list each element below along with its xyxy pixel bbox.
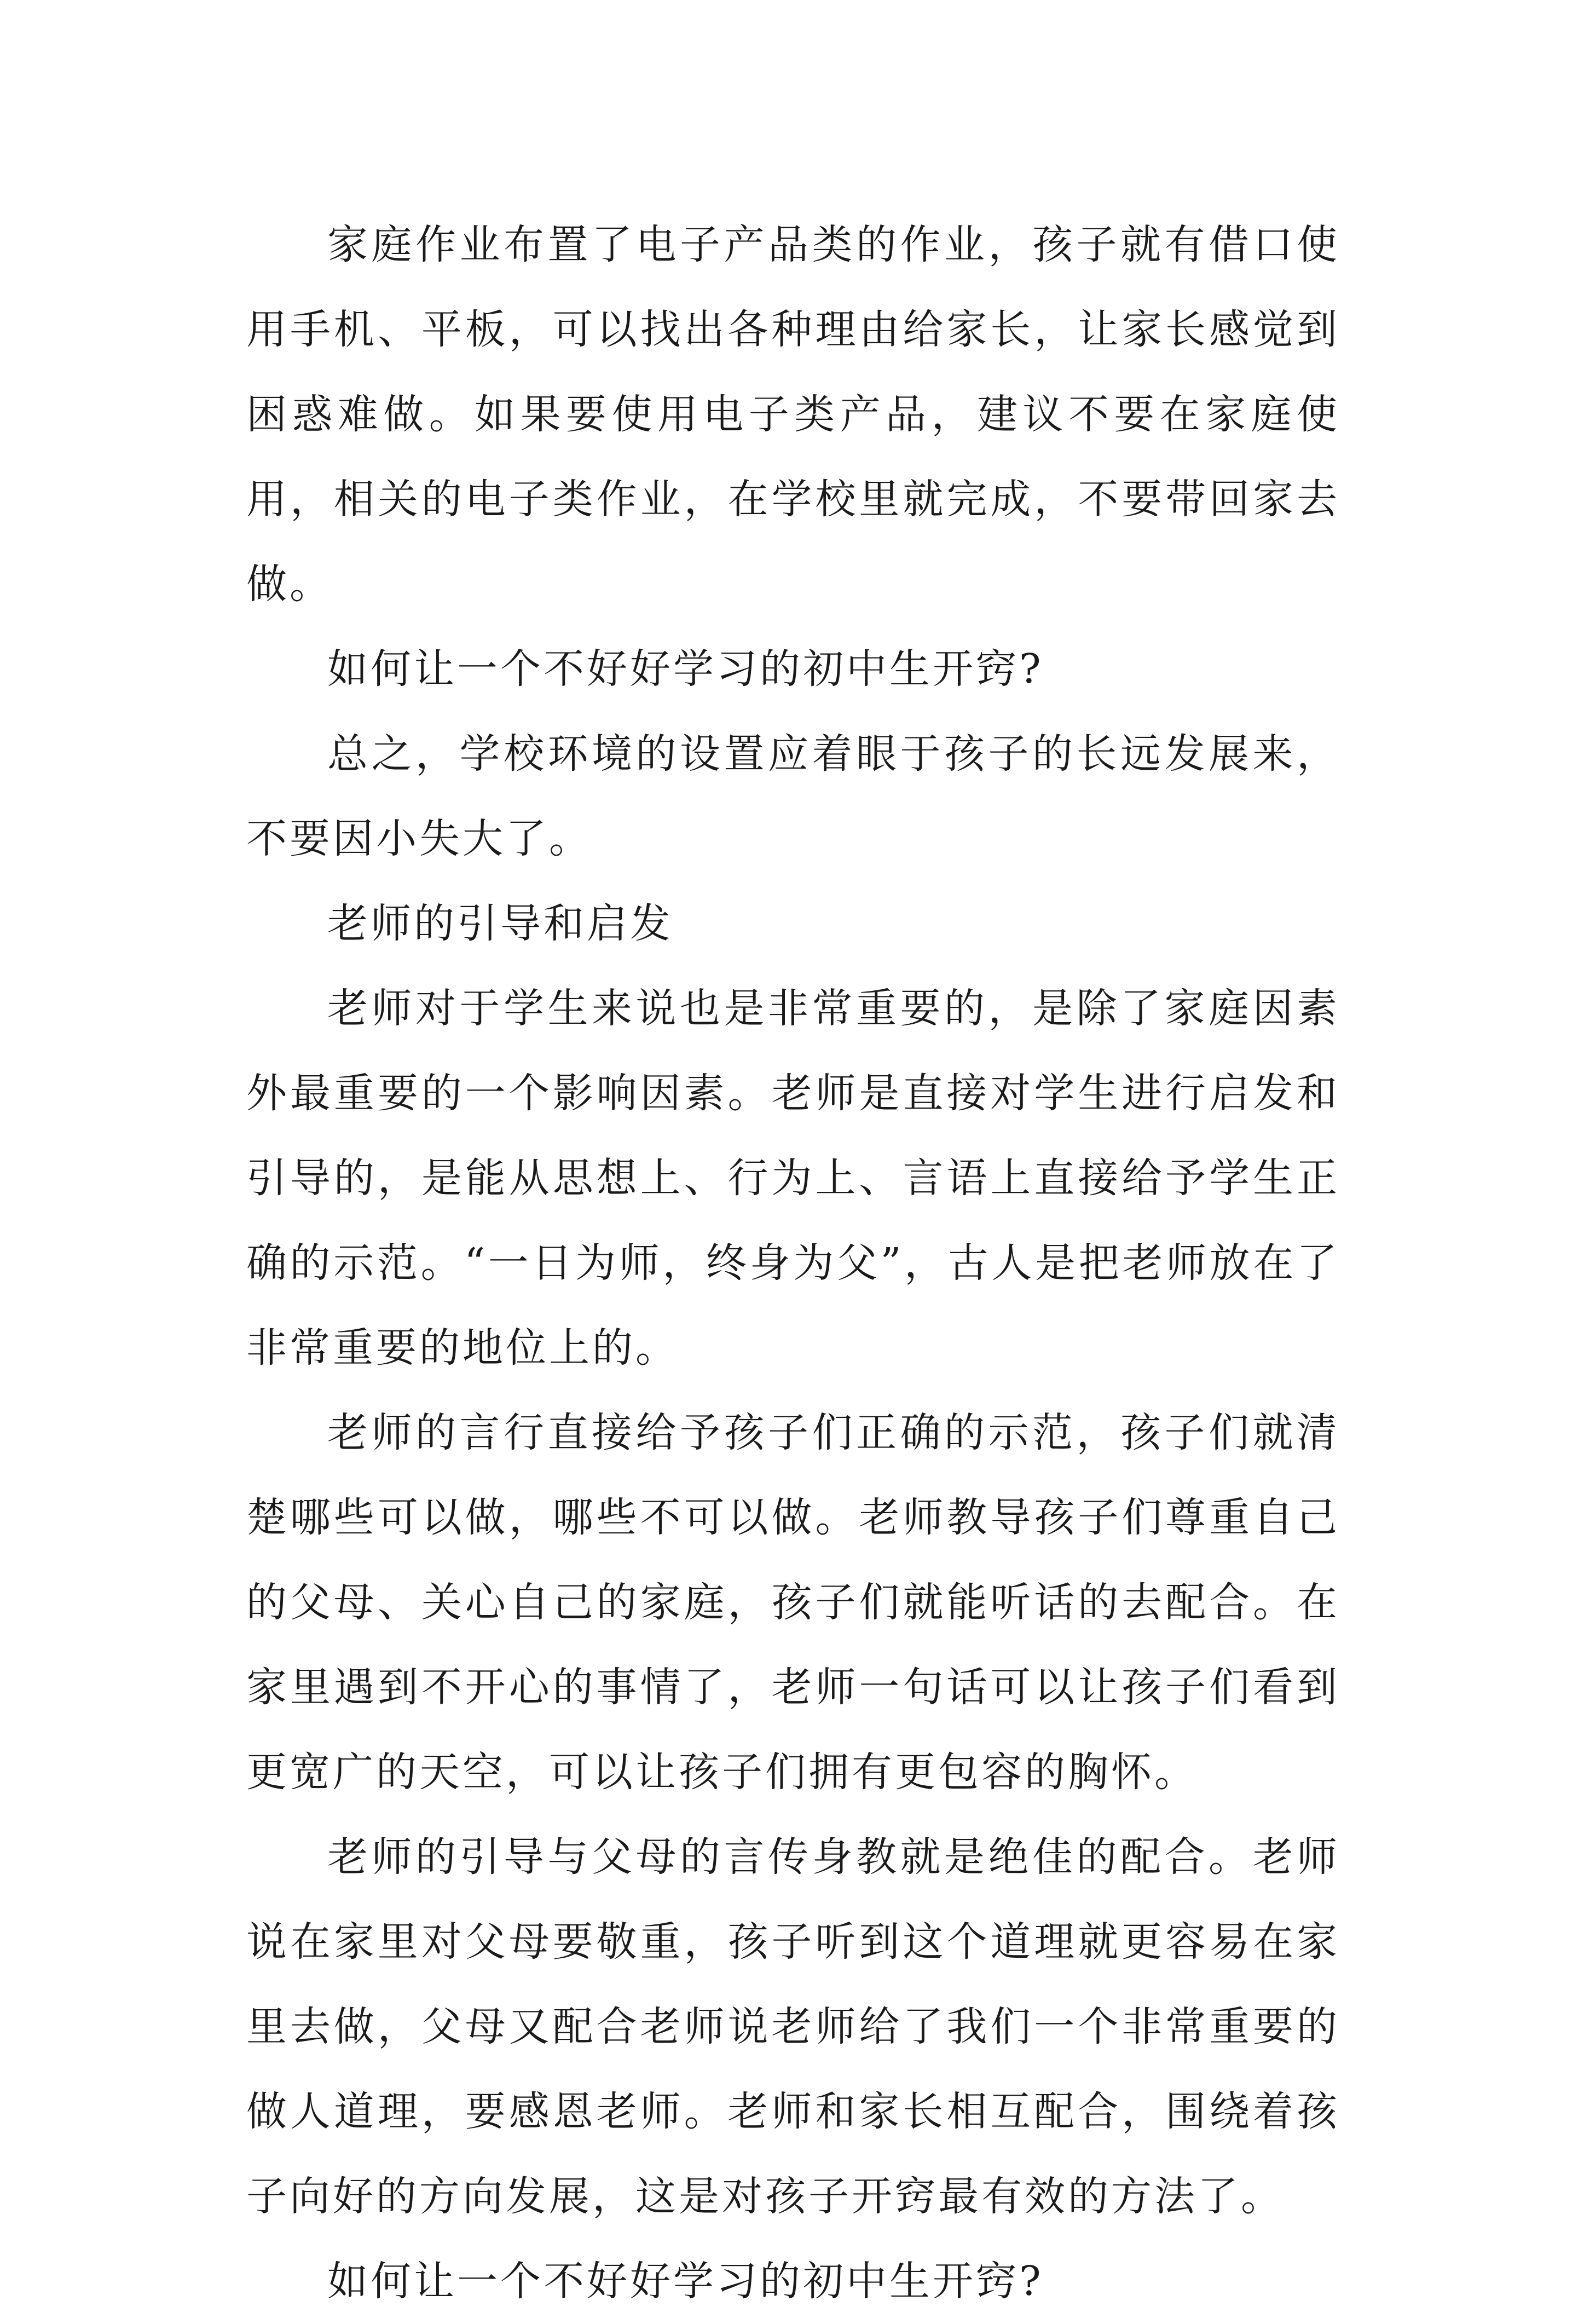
paragraph-homework: 家庭作业布置了电子产品类的作业，孩子就有借口使用手机、平板，可以找出各种理由给家长，让家长感觉到困惑难做。如果要使用电子类产品，建议不要在家庭使用，相关的电子类作业，在学校里就完成，不要带回家去做。	[246, 221, 1340, 608]
section-heading-teacher-guidance: 老师的引导和启发	[327, 900, 673, 947]
paragraph-teacher-importance: 老师对于学生来说也是非常重要的，是除了家庭因素外最重要的一个影响因素。老师是直接对学生进行启发和引导的，是能从思想上、行为上、言语上直接给予学生正确的示范。“一日为师，终身为父”，古人是把老师放在了非常重要的地位上的。	[246, 985, 1340, 1371]
paragraph-teacher-parent-cooperation: 老师的引导与父母的言传身教就是绝佳的配合。老师说在家里对父母要敬重，孩子听到这个道理就更容易在家里去做，父母又配合老师说老师给了我们一个非常重要的做人道理，要感恩老师。老师和家长相互配合，围绕着孩子向好的方向发展，这是对孩子开窍最有效的方法了。	[246, 1833, 1340, 2220]
paragraph-teacher-example: 老师的言行直接给予孩子们正确的示范，孩子们就清楚哪些可以做，哪些不可以做。老师教导孩子们尊重自己的父母、关心自己的家庭，孩子们就能听话的去配合。在家里遇到不开心的事情了，老师一句话可以让孩子们看到更宽广的天空，可以让孩子们拥有更包容的胸怀。	[246, 1409, 1340, 1796]
paragraph-question-2: 如何让一个不好好学习的初中生开窍?	[327, 2258, 1044, 2305]
document-body	[246, 203, 1340, 2324]
paragraph-summary: 总之，学校环境的设置应着眼于孩子的长远发展来，不要因小失大了。	[246, 730, 1340, 862]
paragraph-question-1: 如何让一个不好好学习的初中生开窍?	[327, 645, 1044, 693]
